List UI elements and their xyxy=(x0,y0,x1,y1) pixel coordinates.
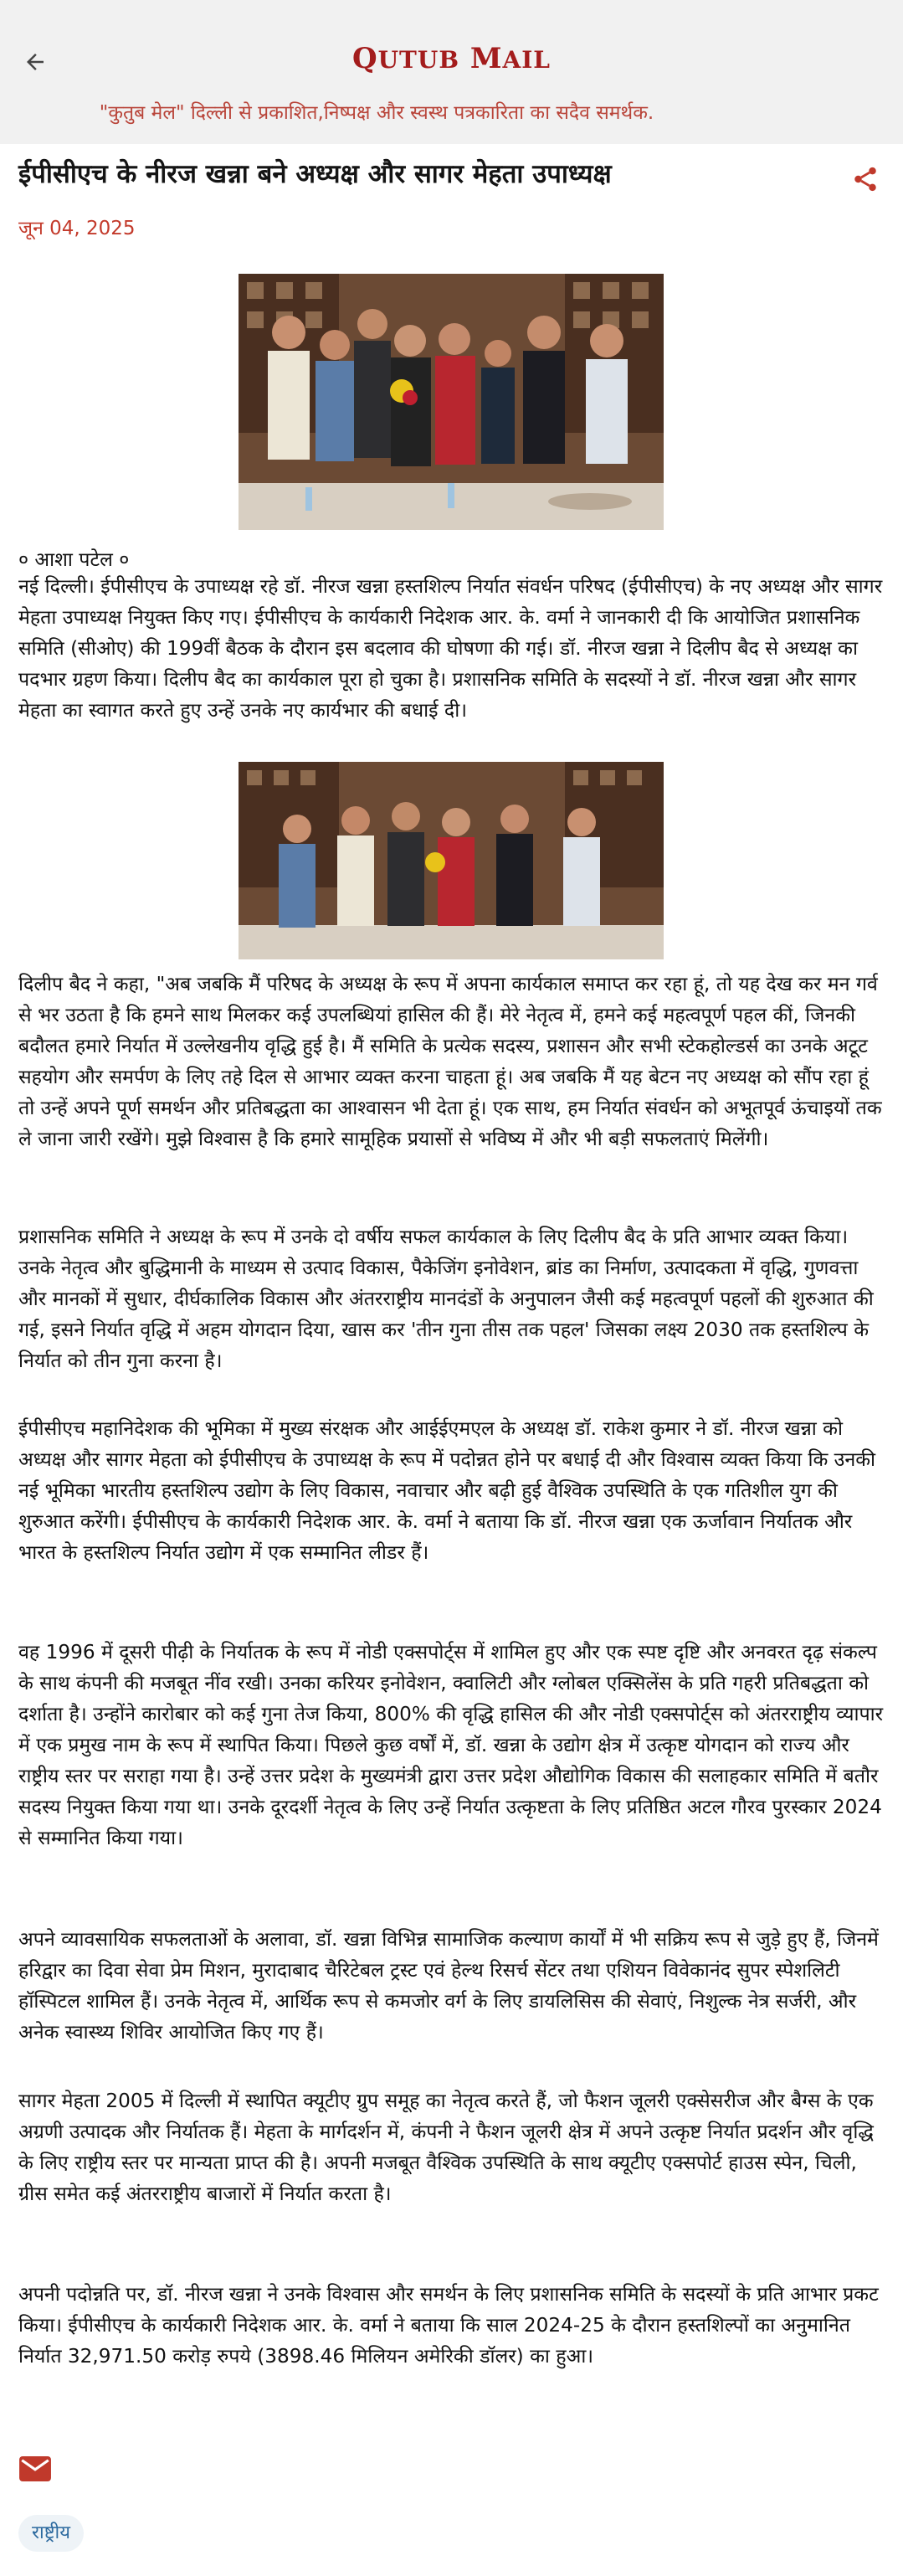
post-date: जून 04, 2025 xyxy=(18,218,136,239)
article-paragraph: वह 1996 में दूसरी पीढ़ी के निर्यातक के रूप में नोडी एक्सपोर्ट्स में शामिल हुए और एक स्पष्ट दृष्टि और अनवरत दृढ़ संकल्प के साथ कंपनी की मजबूत नींव रखी। उनका करियर इनोवेशन, क्वालिटी और ग्लोबल एक्सिलेंस के प्रति गहरी प्रतिबद्धता को दर्शाता है। उन्होंने कारोबार को कई गुना तेज किया, 800% की वृद्धि हासिल की और नोडी एक्सपोर्ट्स को अंतरराष्ट्रीय व्यापार में एक प्रमुख नाम के रूप में स्थापित किया। पिछले कुछ वर्षों में, डॉ. खन्ना के उद्योग क्षेत्र में उत्कृष्ट योगदान को राज्य और राष्ट्रीय स्तर पर सराहा गया है। उन्हें उत्तर प्रदेश के मुख्यमंत्री द्वारा उत्तर प्रदेश औद्योगिक विकास की सलाहकार समिति में बतौर सदस्य नियुक्त किया गया था। उनके दूरदर्शी नेतृत्व के लिए उन्हें निर्यात उत्कृष्टता के लिए प्रतिष्ठित अटल गौरव पुरस्कार 2024 से सम्मानित किया गया। xyxy=(18,1641,884,1849)
post-header xyxy=(0,152,903,211)
app-header xyxy=(0,0,903,144)
site-tagline: "कुतुब मेल" दिल्ली से प्रकाशित,निष्पक्ष और स्वस्थ पत्रकारिता का सदैव समर्थक. xyxy=(99,102,654,124)
article-paragraph: सागर मेहता 2005 में दिल्ली में स्थापित क्यूटीए ग्रुप समूह का नेतृत्व करते हैं, जो फैशन जूलरी एक्सेसरीज और बैग्स के एक अग्रणी उत्पादक और निर्यातक हैं। मेहता के मार्गदर्शन में, कंपनी ने फैशन जूलरी क्षेत्र में अपने उत्कृष्ट निर्यात प्रदर्शन और वृद्धि के लिए राष्ट्रीय स्तर पर मान्यता प्राप्त की है। अपनी मजबूत वैश्विक उपस्थिति के साथ क्यूटीए एक्सपोर्ट हाउस स्पेन, चिली, ग्रीस समेत कई अंतरराष्ट्रीय बाजारों में निर्यात करता है। xyxy=(18,2090,874,2205)
article-paragraph: ईपीसीएच महानिदेशक की भूमिका में मुख्य संरक्षक और आईईएमएल के अध्यक्ष डॉ. राकेश कुमार ने डॉ. नीरज खन्ना को अध्यक्ष और सागर मेहता को ईपीसीएच के उपाध्यक्ष के रूप में पदोन्नत होने पर बधाई दी और विश्वास व्यक्त किया कि उनकी नई भूमिका भारतीय हस्तशिल्प उद्योग के लिए विकास, नवाचार और बढ़ी हुई वैश्विक उपस्थिति के एक गतिशील युग की शुरुआत करेंगी। ईपीसीएच के कार्यकारी निदेशक आर. के. वर्मा ने बताया कि डॉ. नीरज खन्ना एक ऊर्जावान निर्यातक और भारत के हस्तशिल्प निर्यात उद्योग में एक सम्मानित लीडर हैं। xyxy=(18,1417,876,1564)
article-paragraph: नई दिल्ली। ईपीसीएच के उपाध्यक्ष रहे डॉ. नीरज खन्ना हस्तशिल्प निर्यात संवर्धन परिषद (ईपीसीएच) के नए अध्यक्ष और सागर मेहता उपाध्यक्ष नियुक्त किए गए। ईपीसीएच के कार्यकारी निदेशक आर. के. वर्मा ने जानकारी दी कि आयोजित प्रशासनिक समिति (सीओए) की 199वीं बैठक के दौरान इस बदलाव की घोषणा की गई। डॉ. नीरज खन्ना ने दिलीप बैद से अध्यक्ष का पदभार ग्रहण किया। दिलीप बैद का कार्यकाल पूरा हो चुका है। प्रशासनिक समिति के सदस्यों ने डॉ. नीरज खन्ना और सागर मेहता का स्वागत करते हुए उन्हें उनके नए कार्यभार की बधाई दी। xyxy=(18,575,883,722)
byline: ० आशा पटेल ० xyxy=(18,548,130,571)
share-button[interactable] xyxy=(845,161,885,201)
article-paragraph: प्रशासनिक समिति ने अध्यक्ष के रूप में उनके दो वर्षीय सफल कार्यकाल के लिए दिलीप बैद के प्रति आभार व्यक्त किया। उनके नेतृत्व और बुद्धिमानी के माध्यम से उत्पाद विकास, पैकेजिंग इनोवेशन, ब्रांड का निर्माण, उत्पादकता में वृद्धि, गुणवत्ता और मानकों में सुधार, दीर्घकालिक विकास और अंतरराष्ट्रीय मानदंडों के अनुपालन जैसी कई महत्वपूर्ण पहलों की शुरुआत की गई, इसने निर्यात वृद्धि में अहम योगदान दिया, खास कर 'तीन गुना तीस तक पहल' जिसका लक्ष्य 2030 तक हस्तशिल्प के निर्यात को तीन गुना करना है। xyxy=(18,1226,874,1372)
mail-icon xyxy=(19,2456,51,2485)
post-title: ईपीसीएच के नीरज खन्ना बने अध्यक्ष और सागर मेहता उपाध्यक्ष xyxy=(18,159,612,189)
share-icon xyxy=(851,165,880,197)
group-photo-image[interactable] xyxy=(239,762,664,959)
article-paragraph: अपनी पदोन्नति पर, डॉ. नीरज खन्ना ने उनके विश्वास और समर्थन के लिए प्रशासनिक समिति के सदस्यों के प्रति आभार प्रकट किया। ईपीसीएच के कार्यकारी निदेशक आर. के. वर्मा ने बताया कि साल 2024-25 के दौरान हस्तशिल्पों का अनुमानित निर्यात 32,971.50 करोड़ रुपये (3898.46 मिलियन अमेरिकी डॉलर) का हुआ। xyxy=(18,2283,879,2368)
category-label[interactable]: राष्ट्रीय xyxy=(18,2515,84,2552)
group-photo-image[interactable] xyxy=(239,274,664,530)
site-logo[interactable]: QUTUB MAIL xyxy=(352,42,551,75)
article-paragraph: दिलीप बैद ने कहा, "अब जबकि मैं परिषद के अध्यक्ष के रूप में अपना कार्यकाल समाप्त कर रहा हूं, तो यह देख कर मन गर्व से भर उठता है कि हमने साथ मिलकर कई उपलब्धियां हासिल की हैं। मेरे नेतृत्व में, हमने कई महत्वपूर्ण पहल कीं, जिनकी बदौलत हमारे निर्यात में उल्लेखनीय वृद्धि हुई है। मैं समिति के प्रत्येक सदस्य, प्रशासन और सभी स्टेकहोल्डर्स का उनके अटूट सहयोग और समर्पण के लिए तहे दिल से आभार व्यक्त करना चाहता हूं। अब जबकि मैं यह बेटन नए अध्यक्ष को सौंप रहा हूं तो उन्हें अपने पूर्ण समर्थन और प्रतिबद्धता का आश्वासन भी देता हूं। एक साथ, हम निर्यात संवर्धन को अभूतपूर्व ऊंचाइयों तक ले जाना जारी रखेंगे। मुझे विश्वास है कि हमारे सामूहिक प्रयासों से भविष्य में और भी बड़ी सफलताएं मिलेंगी। xyxy=(18,973,882,1150)
article-paragraph: अपने व्यावसायिक सफलताओं के अलावा, डॉ. खन्ना विभिन्न सामाजिक कल्याण कार्यों में भी सक्रिय रूप से जुड़े हुए हैं, जिनमें हरिद्वार का दिवा सेवा प्रेम मिशन, मुरादाबाद चैरिटेबल ट्रस्ट एवं हेल्थ रिसर्च सेंटर तथा एशियन विवेकानंद सुपर स्पेशलिटी हॉस्पिटल शामिल हैं। उनके नेतृत्व में, आर्थिक रूप से कमजोर वर्ग के लिए डायलिसिस की सेवाएं, निशुल्क नेत्र सर्जरी, और अनेक स्वास्थ्य शिविर आयोजित किए गए हैं। xyxy=(18,1928,879,2044)
email-share-button[interactable] xyxy=(18,2456,52,2485)
